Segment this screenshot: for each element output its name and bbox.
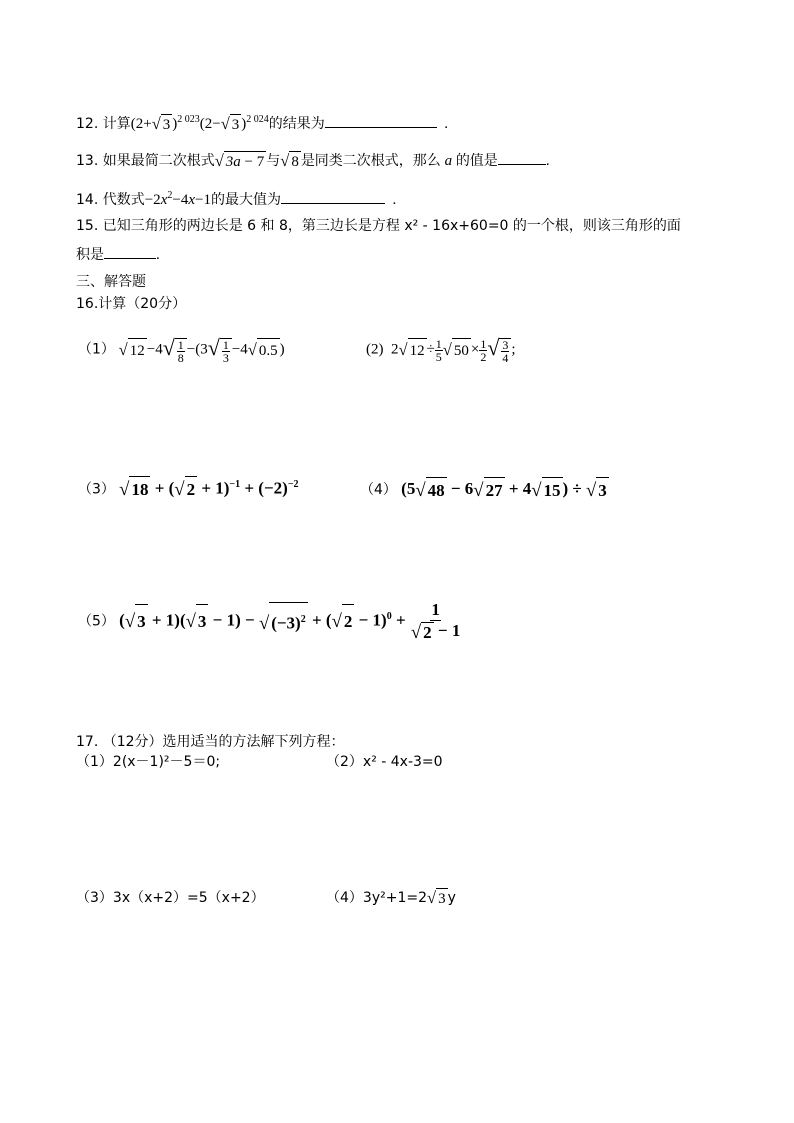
answer-blank[interactable] bbox=[281, 189, 385, 204]
sqrt-3b: √ 3 bbox=[220, 114, 240, 134]
q13-var: a bbox=[444, 153, 453, 169]
part-label: （5） bbox=[78, 613, 115, 630]
sqrt-3c: √ 3 bbox=[586, 477, 609, 504]
q17-p4-a: （4）3y²+1=2 bbox=[326, 890, 427, 906]
q13-text: 是同类二次根式，那么 bbox=[300, 153, 441, 169]
sqrt-48: √ 48 bbox=[415, 477, 446, 504]
answer-blank[interactable] bbox=[104, 244, 156, 259]
q14-text: 的最大值为 bbox=[210, 192, 281, 208]
q16-part-1: （1） √ 12 −4√ $\frac{1}{8}$ −(3√ $\frac{1}{3}$ −4√ 0.5 ) bbox=[78, 335, 285, 366]
sqrt-2b: √ 2 bbox=[332, 604, 355, 639]
sqrt-3d: √ 3 bbox=[125, 604, 148, 639]
q16-part-2: (2) 2√ 12 ÷ $\frac{1}{5}$ √ 50 × $\frac{1}{2}$ √ $\frac{3}{4}$ ; bbox=[366, 335, 516, 366]
q17-p4-b: y bbox=[447, 890, 456, 906]
q16-part-4: （4） (5√ 48 − 6√ 27 + 4√ 15 ) ÷ √ 3 bbox=[360, 476, 609, 504]
q15-label: 积是 bbox=[76, 247, 104, 263]
q16-part-5: （5） (√ 3 + 1)(√ 3 − 1) − √ $(-3)^2$ + (√ 2 − 1)$^0$ + $\frac{1}{√ 2 - 1}$ bbox=[78, 600, 461, 644]
q12-label: 12. 计算 bbox=[76, 116, 131, 132]
sqrt-27: √ 27 bbox=[473, 477, 504, 504]
exponent-1: 2 023 bbox=[177, 114, 200, 125]
sqrt-3e: √ 3 bbox=[186, 604, 209, 639]
part-label: （3） bbox=[78, 481, 115, 498]
exponent-2: 2 024 bbox=[246, 114, 269, 125]
q17-part-3: （3）3x（x+2）=5（x+2） bbox=[76, 890, 265, 906]
sqrt-3-4: √ $\frac{3}{4}$ bbox=[487, 336, 511, 364]
q13-end: . bbox=[545, 153, 550, 169]
q12-text: 的结果为 bbox=[268, 116, 325, 132]
question-15-line1: 15. 已知三角形的两边长是 6 和 8，第三边长是方程 x² - 16x+60=0 的一个根，则该三角形的面 bbox=[76, 218, 681, 234]
sqrt-3a-7: √ 3a − 7 bbox=[214, 151, 265, 171]
sqrt-12: √ 12 bbox=[119, 338, 147, 363]
q15-end: . bbox=[156, 247, 160, 263]
answer-blank[interactable] bbox=[325, 113, 437, 128]
sqrt-15: √ 15 bbox=[531, 477, 562, 504]
q17-title: 17. （12分）选用适当的方法解下列方程： bbox=[76, 734, 345, 750]
sqrt-8: √ 8 bbox=[280, 151, 299, 171]
sqrt-3f: √ 3 bbox=[427, 888, 446, 908]
q13-label: 13. 如果最简二次根式 bbox=[76, 153, 215, 169]
question-12: 12. 计算(2+√ 3 )$^{2 023}$(2−√ 3 )$^{2 024}$的结果为 . bbox=[76, 114, 449, 134]
sqrt-2: √ 2 bbox=[174, 476, 197, 503]
part-label: (2) bbox=[366, 341, 384, 358]
sqrt-2c: √ 2 bbox=[410, 622, 432, 644]
q13-mid: 与 bbox=[266, 153, 281, 169]
sqrt-1-8: √ $\frac{1}{8}$ bbox=[163, 336, 187, 364]
sqrt-0-5: √ 0.5 bbox=[248, 338, 280, 363]
q17-part-2: （2）x² - 4x-3=0 bbox=[326, 754, 443, 770]
q17-part-4 bbox=[326, 888, 456, 909]
sqrt-12b: √ 12 bbox=[399, 338, 427, 363]
question-13 bbox=[76, 150, 550, 172]
q12-end: . bbox=[444, 116, 449, 132]
q16-part-3: （3） √ 18 + (√ $2 + 1)^{-1} + (-2)^{-2}$ bbox=[78, 472, 299, 503]
sqrt-18: √ 18 bbox=[119, 476, 150, 503]
section-title: 三、解答题 bbox=[76, 274, 146, 290]
part-label: （1） bbox=[78, 341, 115, 358]
q13-text2: 的值是 bbox=[455, 153, 498, 169]
sqrt-3: √ 3 bbox=[151, 114, 171, 134]
sqrt-50: √ 50 bbox=[443, 338, 471, 363]
sqrt-neg3-sq: √ $(-3)^2$ bbox=[259, 602, 308, 641]
question-14: 14. 代数式$-2x^2-4x-1$的最大值为 . bbox=[76, 190, 397, 208]
sqrt-1-3: √ $\frac{1}{3}$ bbox=[208, 336, 232, 364]
answer-blank[interactable] bbox=[498, 150, 546, 165]
question-15-line2 bbox=[76, 244, 160, 265]
q14-label: 14. 代数式 bbox=[76, 192, 145, 208]
part-label: （4） bbox=[360, 482, 397, 498]
q17-part-1: （1）2(x－1)²－5＝0; bbox=[76, 754, 221, 770]
q14-end: . bbox=[392, 192, 397, 208]
q16-title: 16.计算（20分） bbox=[76, 296, 187, 312]
